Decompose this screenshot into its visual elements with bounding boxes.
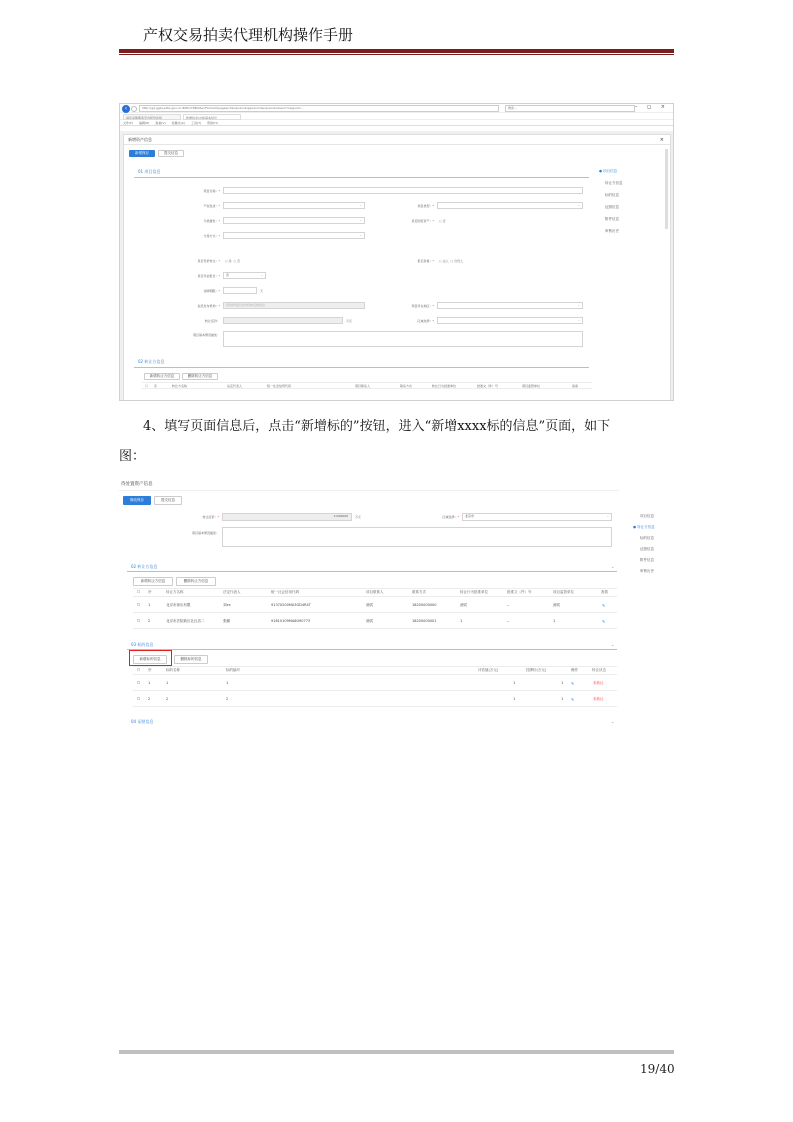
add-target-button[interactable]: 新增标的信息 (133, 655, 167, 664)
section-target: 03 标的信息 (131, 642, 154, 647)
side-nav-project[interactable]: ● 项目信息 (599, 169, 618, 173)
footer-rule (119, 1050, 674, 1054)
delete-transferor-button[interactable]: 删除转让方信息 (176, 577, 216, 586)
submit-button[interactable]: 提交信息 (158, 150, 184, 157)
label-eval-amount: 转让底价： (204, 319, 220, 323)
row-checkbox[interactable]: ☐ (137, 619, 141, 623)
chevron-down-icon[interactable]: ⌄ (611, 719, 615, 724)
desc-textarea[interactable] (222, 527, 612, 547)
remark-textarea[interactable] (223, 331, 583, 347)
highlight-box (129, 650, 172, 666)
menu-favorites[interactable]: 收藏夹(A) (171, 121, 186, 125)
label-project-type: 项目类型：* (417, 204, 434, 208)
edit-icon[interactable]: ✎ (602, 603, 606, 608)
label-bid-type: 报名资格：* (417, 259, 434, 263)
instruction-paragraph: 4、填写页面信息后，点击“新增标的”按钮，进入“新增xxxx标的信息”页面，如下 (143, 419, 611, 434)
project-type-select[interactable]: ⌄ (437, 202, 583, 209)
label-deadline: 挂牌期限：* (203, 289, 220, 293)
menu-file[interactable]: 文件(F) (123, 121, 134, 125)
window-controls[interactable]: – ◻ × (634, 104, 669, 110)
transferor-table-header: ☐ 序 转让方名称 法定代表人 统一社会信用代码 项目联系人 联系方式 转让行为批准单位 批准文（件）号 项目监管单位 查看 (142, 382, 592, 389)
trade-mode-select[interactable]: ⌄ (223, 232, 365, 239)
section-divider (127, 649, 617, 650)
side-nav-attachment[interactable]: 附件信息 (640, 558, 654, 562)
eval-amount-field[interactable] (223, 317, 343, 324)
browser-menu-bar (120, 120, 673, 126)
submit-button[interactable]: 提交信息 (154, 496, 182, 505)
modal-title (124, 135, 670, 145)
is-state-radio[interactable]: ○ 否 (439, 219, 446, 223)
chevron-down-icon[interactable]: ⌄ (611, 642, 615, 647)
audit-select[interactable]: 否 ⌄ (223, 272, 266, 279)
target-table-header: ☐ 序 标的名称 标的编号 评估值(万元) 挂牌价(万元) 操作 转让状态 (133, 666, 617, 675)
notice-select[interactable]: ⌄ (437, 302, 583, 309)
price-field[interactable]: 2.000000 (222, 513, 352, 521)
table-row[interactable]: ☐ 1 北京市演出有限 刘xx 91370200MA3GD4R4T 测试 18200000000 测试 -- 测试 ✎ (133, 597, 617, 613)
menu-edit[interactable]: 编辑(E) (139, 121, 150, 125)
section-project-info: 01 项目信息 (138, 169, 161, 174)
label-trade-mode: 交易方式：* (203, 234, 220, 238)
screenshot-asset-details (119, 478, 674, 738)
label-notice-time: 项目所在地区：* (411, 304, 434, 308)
transferor-table-header: ☐ 序 转让方名称 法定代表人 统一社会信用代码 项目联系人 联系方式 转让行为批准单位 批准文（件）号 项目监管单位 查看 (133, 588, 617, 597)
label-region: 区域选择：* (442, 515, 459, 519)
menu-tools[interactable]: 工具(T) (191, 121, 202, 125)
section-divider (134, 177, 589, 178)
label-desc: 项目基本情况描述： (191, 531, 219, 535)
pub-org-field[interactable]: 请选择信息发布机构名称信息 (223, 302, 365, 309)
status-badge: 未转让 (593, 697, 604, 701)
section-divider (134, 367, 589, 368)
section-transferor: 02 转让方信息 (138, 359, 165, 364)
title-divider (119, 490, 619, 491)
deadline-unit: 天 (260, 289, 264, 293)
row-checkbox[interactable]: ☐ (137, 681, 141, 685)
app-area (120, 131, 674, 401)
url-input[interactable]: http://gq.ggzy.sdbs.gov.cn:8081/TPBidder/FarmAU/pages/chanquanxingquan/chanquanrenxian/?rowguid=... (139, 105, 499, 112)
table-row[interactable]: ☐ 2 北京市法院新区社区店二 张鹏 91610109MA6U90773 测试 18200000001 1 -- 1 ✎ (133, 613, 617, 629)
browser-tabs (120, 113, 673, 120)
side-nav-transferor[interactable]: 转让方信息 (605, 181, 623, 185)
project-name-field[interactable] (223, 187, 583, 194)
label-price: 转让底价：* (202, 515, 219, 519)
label-is-state: 是否国有资产：* (411, 219, 434, 223)
label-audit: 是否评估报告：* (197, 274, 220, 278)
row-checkbox[interactable]: ☐ (137, 603, 141, 607)
side-nav-history[interactable]: 审核历史 (640, 569, 654, 573)
page-title: 待处置资产信息 (121, 482, 153, 487)
has-bid-radio[interactable]: ○ 是 ○ 否 (225, 259, 241, 263)
side-nav-target[interactable]: 标的信息 (640, 536, 654, 540)
delete-target-button[interactable]: 删除标的信息 (174, 655, 208, 664)
region-select[interactable]: ⌄ (437, 317, 583, 324)
menu-help[interactable]: 帮助(H) (207, 121, 218, 125)
side-nav-transferor[interactable]: ● 转让方信息 (633, 525, 655, 529)
side-nav-history[interactable]: 审核历史 (605, 229, 619, 233)
edit-icon[interactable]: ✎ (571, 681, 575, 686)
browser-tab-active[interactable]: 新增拍卖/出租基本信息 (183, 114, 241, 120)
new-asset-modal (123, 134, 671, 401)
add-transferor-button[interactable]: 新增转让方信息 (133, 577, 173, 586)
side-nav-license[interactable]: 证照信息 (640, 547, 654, 551)
close-icon[interactable]: × (659, 137, 664, 143)
header-rule (119, 49, 674, 53)
region-select[interactable]: 北京市 ⌄ (462, 513, 612, 521)
browser-tab[interactable]: 基层采购服务平台报价系统 (123, 114, 181, 120)
section-transferor: 02 转让方信息 (131, 564, 158, 569)
side-nav-license[interactable]: 证照信息 (605, 205, 619, 209)
add-transferor-button[interactable]: 新增转让方信息 (144, 373, 180, 380)
asset-class-select[interactable]: ⌄ (223, 217, 365, 224)
side-nav-project[interactable]: 项目信息 (640, 514, 654, 518)
section-license: 04 证照信息 (131, 719, 154, 724)
label-project-name: 项目名称：* (203, 189, 220, 193)
label-pub-org: 信息发布机构：* (197, 304, 220, 308)
instruction-paragraph-cont: 图： (119, 449, 146, 464)
browser-address-bar (120, 104, 673, 113)
side-nav-target[interactable]: 标的信息 (605, 193, 619, 197)
deadline-field[interactable] (223, 287, 257, 294)
side-nav-attachment[interactable]: 附件信息 (605, 217, 619, 221)
label-region: 区域选择：* (417, 319, 434, 323)
chevron-down-icon[interactable]: ⌄ (611, 564, 615, 569)
table-row[interactable]: ☐ 2 2 2 1 1 ✎ 未转让 (133, 691, 617, 707)
row-checkbox[interactable]: ☐ (137, 697, 141, 701)
label-has-bid: 是否竞价转让：* (197, 259, 220, 263)
forward-icon[interactable] (131, 106, 137, 112)
bid-type-radio[interactable]: ○ 法人 ○ 自然人 (439, 259, 464, 263)
header-rule-thin (119, 54, 674, 55)
browser-search-input[interactable]: 搜索... (505, 105, 635, 112)
asset-category-select[interactable]: ⌄ (223, 202, 365, 209)
menu-view[interactable]: 查看(V) (155, 121, 166, 125)
status-badge: 未转让 (593, 681, 604, 685)
label-remark: 项目基本情况描述： (192, 333, 220, 337)
price-unit: 万元 (355, 515, 362, 519)
save-button[interactable]: 修改保存 (123, 496, 151, 505)
modal-title-text: 新增资产信息 (128, 137, 152, 142)
edit-icon[interactable]: ✎ (602, 619, 606, 624)
delete-transferor-button[interactable]: 删除转让方信息 (182, 373, 218, 380)
page-number: 19/40 (640, 1062, 675, 1076)
label-asset-class: 分类属性：* (203, 219, 220, 223)
section-divider (127, 571, 617, 572)
edit-icon[interactable]: ✎ (571, 697, 575, 702)
eval-unit: 万元 (346, 319, 353, 323)
back-icon[interactable]: ‹ (122, 105, 130, 113)
label-asset-category: 产权性质：* (203, 204, 220, 208)
screenshot-new-asset-browser (119, 103, 674, 401)
scrollbar[interactable] (665, 149, 668, 229)
doc-header-title: 产权交易拍卖代理机构操作手册 (143, 26, 354, 44)
table-row[interactable]: ☐ 1 1 1 1 1 ✎ 未转让 (133, 675, 617, 691)
save-button[interactable]: 新增保存 (129, 150, 155, 157)
